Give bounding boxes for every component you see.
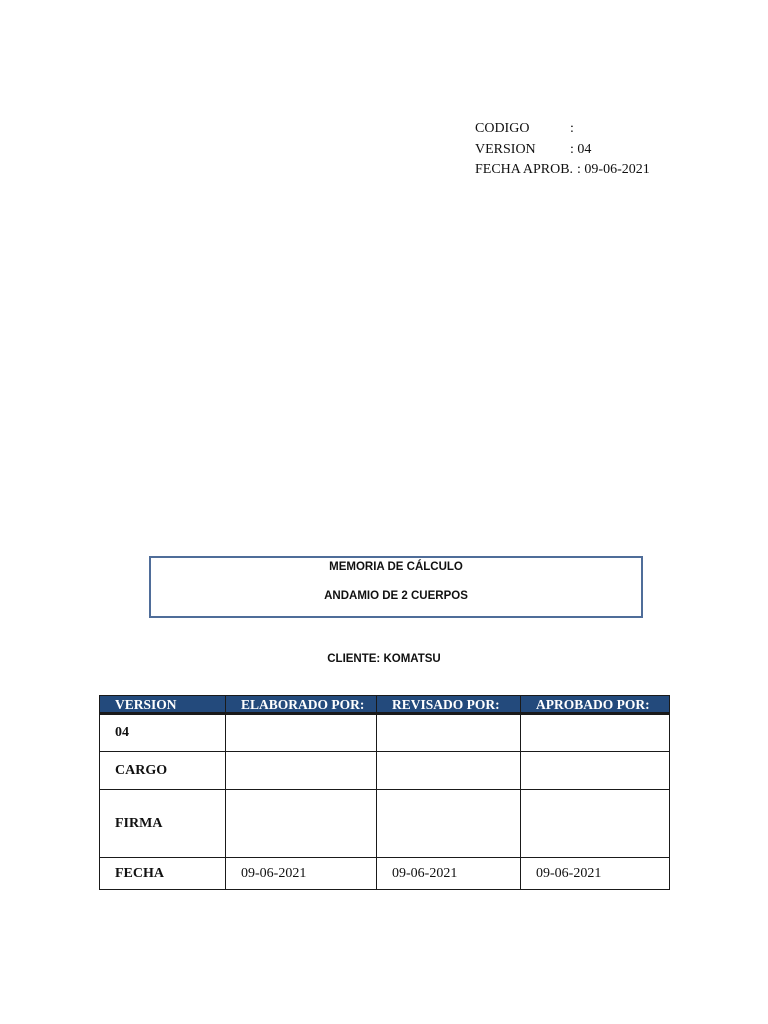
document-subtitle: ANDAMIO DE 2 CUERPOS xyxy=(324,590,468,602)
cell-revisado xyxy=(377,752,521,790)
cell-revisado xyxy=(377,790,521,858)
row-label-firma: FIRMA xyxy=(100,790,226,858)
codigo-row xyxy=(475,119,650,140)
cell-revisado xyxy=(377,714,521,752)
header-elaborado: ELABORADO POR: xyxy=(226,696,377,714)
version-label: VERSION xyxy=(475,141,536,157)
cell-elaborado xyxy=(226,752,377,790)
row-label-fecha: FECHA xyxy=(100,858,226,890)
document-title-box xyxy=(149,556,643,618)
cell-aprobado xyxy=(521,714,670,752)
fecha-aprob-label: FECHA APROB. xyxy=(475,162,574,177)
header-revisado: REVISADO POR: xyxy=(377,696,521,714)
codigo-label: CODIGO xyxy=(475,121,530,136)
version-row xyxy=(475,140,650,161)
cell-elaborado xyxy=(226,714,377,752)
cell-aprobado xyxy=(521,790,670,858)
document-title: MEMORIA DE CÁLCULO xyxy=(329,561,463,573)
cell-elaborado xyxy=(226,790,377,858)
codigo-value: : xyxy=(570,121,574,136)
row-label-version: 04 xyxy=(100,714,226,752)
table-row xyxy=(100,858,670,890)
client-name: CLIENTE: KOMATSU xyxy=(327,653,441,665)
document-control-block xyxy=(475,119,650,181)
cell-revisado-date: 09-06-2021 xyxy=(377,858,521,890)
header-aprobado: APROBADO POR: xyxy=(521,696,670,714)
table-row xyxy=(100,714,670,752)
approval-table xyxy=(99,695,670,890)
cell-aprobado xyxy=(521,752,670,790)
table-row xyxy=(100,752,670,790)
approval-table-header xyxy=(100,696,670,714)
cell-elaborado-date: 09-06-2021 xyxy=(226,858,377,890)
header-version: VERSION xyxy=(100,696,226,714)
table-row xyxy=(100,790,670,858)
version-value: : 04 xyxy=(570,141,592,157)
fecha-aprob-row xyxy=(475,160,650,181)
row-label-cargo: CARGO xyxy=(100,752,226,790)
cell-aprobado-date: 09-06-2021 xyxy=(521,858,670,890)
fecha-aprob-value: : 09-06-2021 xyxy=(577,162,650,177)
